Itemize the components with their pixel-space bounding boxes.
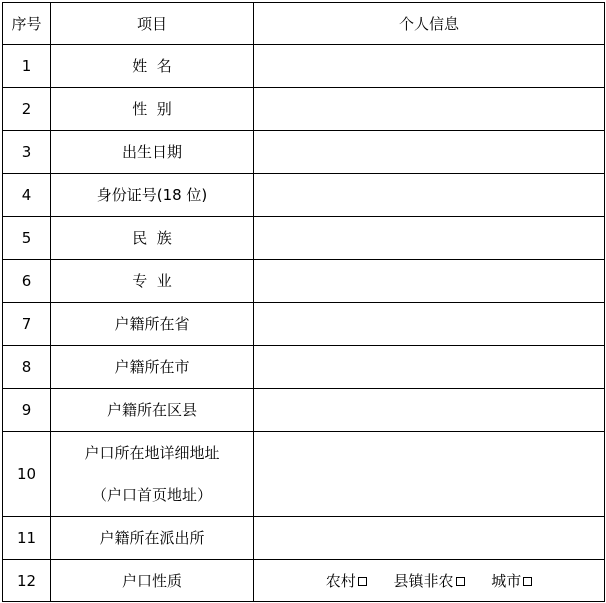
table-row: [3, 432, 605, 517]
major-field[interactable]: [254, 260, 605, 303]
row-item: 户籍所在派出所: [51, 517, 254, 560]
row-item: [51, 432, 254, 517]
row-item: 户籍所在市: [51, 346, 254, 389]
row-item: 户籍所在区县: [51, 389, 254, 432]
table-row: [3, 303, 605, 346]
district-field[interactable]: [254, 389, 605, 432]
table-row: [3, 45, 605, 88]
option-label: 城市: [491, 571, 522, 590]
option-urban[interactable]: [491, 571, 532, 591]
row-no: 6: [3, 260, 51, 303]
row-no: 10: [3, 432, 51, 517]
row-no: 4: [3, 174, 51, 217]
option-town-nonagri[interactable]: [393, 571, 464, 591]
name-field[interactable]: [254, 45, 605, 88]
checkbox-icon[interactable]: [523, 577, 532, 586]
row-no: 12: [3, 560, 51, 602]
table-row: [3, 346, 605, 389]
option-label: 县镇非农: [393, 571, 454, 590]
header-item: 项目: [51, 3, 254, 45]
table-row: [3, 174, 605, 217]
gender-field[interactable]: [254, 88, 605, 131]
option-rural[interactable]: [326, 571, 367, 591]
table-row: [3, 217, 605, 260]
row-no: 2: [3, 88, 51, 131]
row-no: 11: [3, 517, 51, 560]
city-field[interactable]: [254, 346, 605, 389]
row-item: 民 族: [51, 217, 254, 260]
row-no: 3: [3, 131, 51, 174]
header-row: [3, 3, 605, 45]
checkbox-icon[interactable]: [456, 577, 465, 586]
row-item: 专 业: [51, 260, 254, 303]
table-row: [3, 88, 605, 131]
row-item: 性 别: [51, 88, 254, 131]
row-no: 8: [3, 346, 51, 389]
birthdate-field[interactable]: [254, 131, 605, 174]
row-item: 户籍所在省: [51, 303, 254, 346]
row-no: 9: [3, 389, 51, 432]
row-item: 户口性质: [51, 560, 254, 602]
address-field[interactable]: [254, 432, 605, 517]
row-no: 7: [3, 303, 51, 346]
row-item-line2: （户口首页地址）: [91, 486, 212, 504]
row-item: 姓 名: [51, 45, 254, 88]
table-row: [3, 560, 605, 602]
personal-info-table: [2, 2, 605, 602]
row-item: 出生日期: [51, 131, 254, 174]
id-number-field[interactable]: [254, 174, 605, 217]
province-field[interactable]: [254, 303, 605, 346]
checkbox-icon[interactable]: [358, 577, 367, 586]
row-item-line1: 户口所在地详细地址: [84, 444, 220, 462]
table-row: [3, 131, 605, 174]
ethnicity-field[interactable]: [254, 217, 605, 260]
row-item: 身份证号(18 位): [51, 174, 254, 217]
table-row: [3, 517, 605, 560]
table-row: [3, 389, 605, 432]
option-label: 农村: [325, 571, 356, 590]
household-type-options: [254, 560, 605, 602]
row-no: 1: [3, 45, 51, 88]
header-value: 个人信息: [254, 3, 605, 45]
police-station-field[interactable]: [254, 517, 605, 560]
row-no: 5: [3, 217, 51, 260]
header-no: 序号: [3, 3, 51, 45]
table-row: [3, 260, 605, 303]
